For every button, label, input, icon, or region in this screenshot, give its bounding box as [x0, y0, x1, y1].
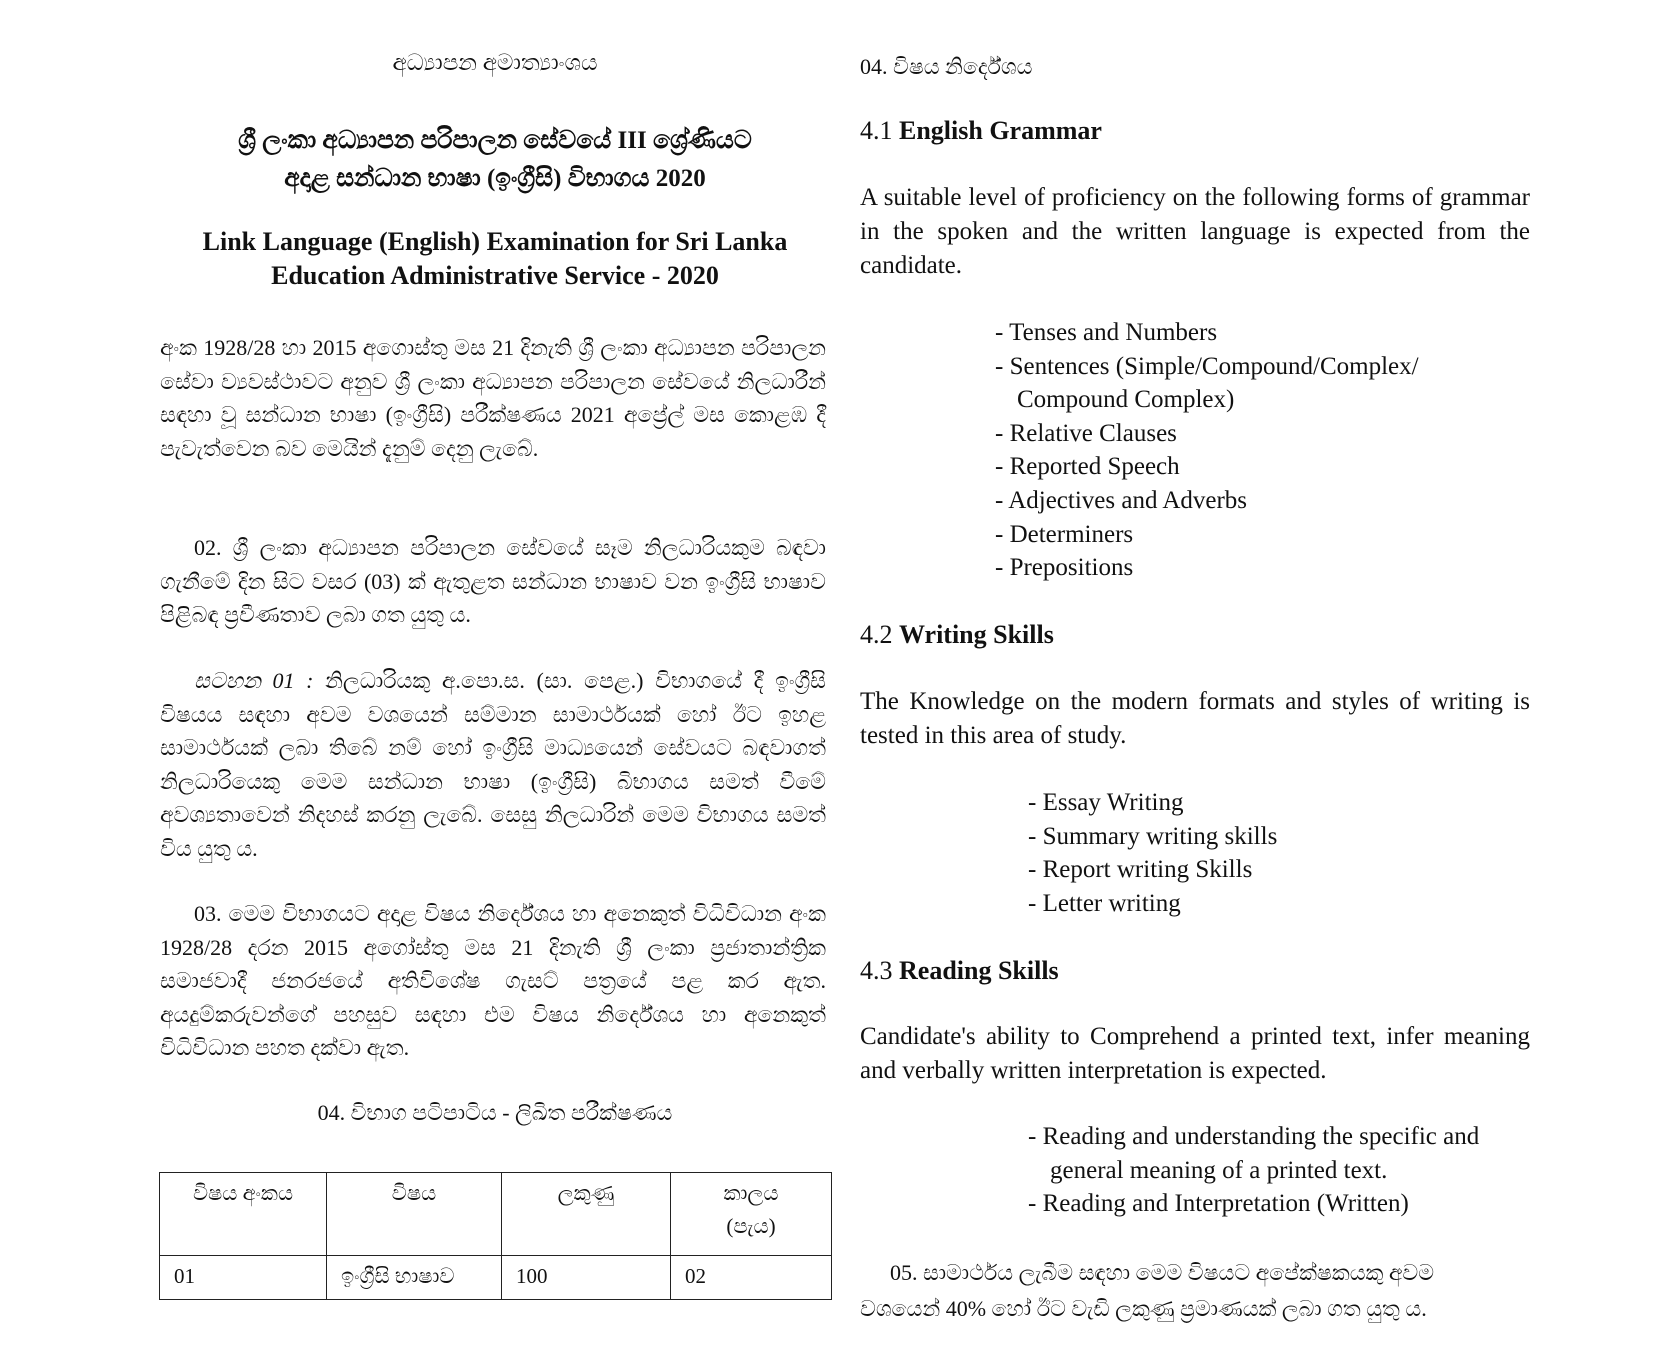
note-01-text: නිලධාරියකු අ.පො.ස. (සා. පෙළ.) විභාගයේ දී ඉංග්‍රීසි විෂයය සඳහා අවම වශයෙන් සම්මාන සාමාර්ථයක් හෝ ඊට ඉහළ සාමාර්ථයක් ලබා තිබේ නම් හෝ ඉංග්‍රීසි මාධ්‍යයෙන් සේවයට බඳවාගත් නිලධාරියෙකු මෙම සන්ධාන භාෂා (ඉංග්‍රීසි) බිභාගය සමත් වීමේ අවශ්‍යතාවෙන් නිදහස් කරනු ලැබේ. සෙසු නිලධාරින් මෙම විභාගය සමත් විය යුතු ය. — [160, 668, 826, 861]
section-number: 4.1 — [860, 116, 899, 145]
section-title: Writing Skills — [899, 620, 1054, 649]
reading-skill-list — [1028, 1120, 1479, 1221]
syllabus-heading: 04. විෂය නිර්දේශය — [860, 54, 1033, 79]
english-title-line-2: Education Administrative Service - 2020 — [271, 261, 719, 290]
grammar-topic-list — [995, 316, 1419, 585]
table-cell: 01 — [160, 1256, 327, 1300]
pass-mark-line-2: වශයෙන් 40% හෝ ඊට වැඩි ලකුණු ප්‍රමාණයක් ලබා ගත යුතු ය. — [860, 1296, 1427, 1321]
section-4-2-text: The Knowledge on the modern formats and styles of writing is tested in this area of study. — [860, 688, 1530, 749]
section-number: 4.2 — [860, 620, 899, 649]
exam-procedure-heading: 04. විභාග පටිපාටිය - ලිඛිත පරීක්ෂණය — [317, 1100, 673, 1125]
pass-mark-line-1: 05. සාමාර්ථය ලැබීම සඳහා මෙම විෂයට අපේක්ෂකයකු අවම — [890, 1260, 1435, 1285]
section-4-2-heading — [860, 618, 1054, 652]
paragraph-02 — [160, 531, 826, 632]
english-title-line-1: Link Language (English) Examination for Sri Lanka — [202, 227, 788, 256]
section-4-1-heading — [860, 114, 1102, 148]
paragraph-03 — [160, 897, 826, 1065]
table-cell: 100 — [502, 1256, 671, 1300]
exam-schedule-table — [159, 1172, 832, 1300]
table-cell: 02 — [671, 1256, 832, 1300]
ministry-heading: අධ්‍යාපන අමාත්‍යාංශය — [392, 50, 598, 75]
list-item: - Reported Speech — [995, 453, 1180, 481]
list-item: - Letter writing — [1028, 889, 1181, 917]
table-row — [160, 1256, 832, 1300]
section-title: Reading Skills — [899, 956, 1059, 985]
section-4-3-text: Candidate's ability to Comprehend a printed text, infer meaning and verbally written interpretation is expected. — [860, 1023, 1530, 1084]
table-header-cell: ලකුණු — [502, 1173, 671, 1256]
section-title: English Grammar — [899, 116, 1102, 145]
sinhala-exam-title — [160, 122, 830, 198]
list-item: - Adjectives and Adverbs — [995, 486, 1248, 514]
writing-skill-list — [1028, 786, 1277, 920]
paragraph-02-text: 02. ශ්‍රී ලංකා අධ්‍යාපන පරිපාලන සේවයේ සෑම නිලධාරියකුම බඳවා ගැනීමේ දින සිට වසර (03) ක් ඇතුළත සන්ධාන භාෂාව වන ඉංග්‍රීසි භාෂාව පිළිබඳ ප්‍රවීණතාව ලබා ගත යුතු ය. — [160, 535, 826, 627]
table-cell: ඉංග්‍රීසි භාෂාව — [327, 1256, 502, 1300]
sinhala-title-line-1: ශ්‍රී ලංකා අධ්‍යාපන පරිපාලන සේවයේ III ශ්‍රේණියට — [238, 127, 752, 154]
list-item: - Essay Writing — [1028, 789, 1184, 816]
section-4-3-heading — [860, 954, 1059, 988]
table-header-cell: විෂය අංකය — [160, 1173, 327, 1256]
list-item: - Prepositions — [995, 554, 1134, 582]
list-item: - Reading and understanding the specific and — [1028, 1123, 1480, 1150]
list-item: - Relative Clauses — [995, 419, 1177, 447]
list-item: - Tenses and Numbers — [995, 319, 1218, 346]
list-item: - Reading and Interpretation (Written) — [1028, 1190, 1409, 1218]
paragraph-03-text: 03. මෙම විභාගයට අදාළ විෂය නිර්දේශය හා අනෙකුත් විධිවිධාන අංක 1928/28 දරන 2015 අගෝස්තු මස 21 දිනැති ශ්‍රී ලංකා ප්‍රජාතාන්ත්‍රික සමාජවාදී ජනරජයේ අතිවිශේෂ ගැසට් පත්‍රයේ පළ කර ඇත. අයදුම්කරුවන්ගේ පහසුව සඳහා එම විෂය නිර්දේශය හා අනෙකුත් විධිවිධාන පහත දක්වා ඇත. — [160, 901, 826, 1060]
english-exam-title — [160, 225, 830, 293]
list-item: - Summary writing skills — [1028, 822, 1278, 850]
note-01-paragraph — [160, 664, 826, 865]
list-item: - Determiners — [995, 520, 1134, 548]
section-4-1-text: A suitable level of proficiency on the following forms of grammar in the spoken and the written language is expected from the candidate. — [860, 184, 1530, 279]
list-item: - Report writing Skills — [1028, 856, 1253, 884]
note-01-label: සටහන 01 : — [194, 668, 314, 693]
intro-paragraph: අංක 1928/28 හා 2015 අගොස්තු මස 21 දිනැති ශ්‍රී ලංකා අධ්‍යාපන පරිපාලන සේවා ව්‍යවස්ථාවට අනුව ශ්‍රී ලංකා අධ්‍යාපන පරිපාලන සේවයේ නිලධාරීන් සඳහා වූ සන්ධාන භාෂා (ඉංග්‍රීසි) පරීක්ෂණය 2021 අප්‍රේල් මස කොළඹ දී පැවැත්වෙන බව මෙයින් දැනුම් දෙනු ලැබේ. — [160, 335, 826, 461]
table-header-cell: විෂය — [327, 1173, 502, 1256]
list-item: general meaning of a printed text. — [1050, 1156, 1388, 1184]
sinhala-title-line-2: අදාළ සන්ධාන භාෂා (ඉංග්‍රීසි) විභාගය 2020 — [284, 165, 706, 192]
table-header-row — [160, 1173, 832, 1256]
list-item: Compound Complex) — [1017, 386, 1235, 414]
list-item: - Sentences (Simple/Compound/Complex/ — [995, 352, 1419, 380]
section-number: 4.3 — [860, 956, 899, 985]
table-header-cell: කාලය (පැය) — [671, 1173, 832, 1256]
